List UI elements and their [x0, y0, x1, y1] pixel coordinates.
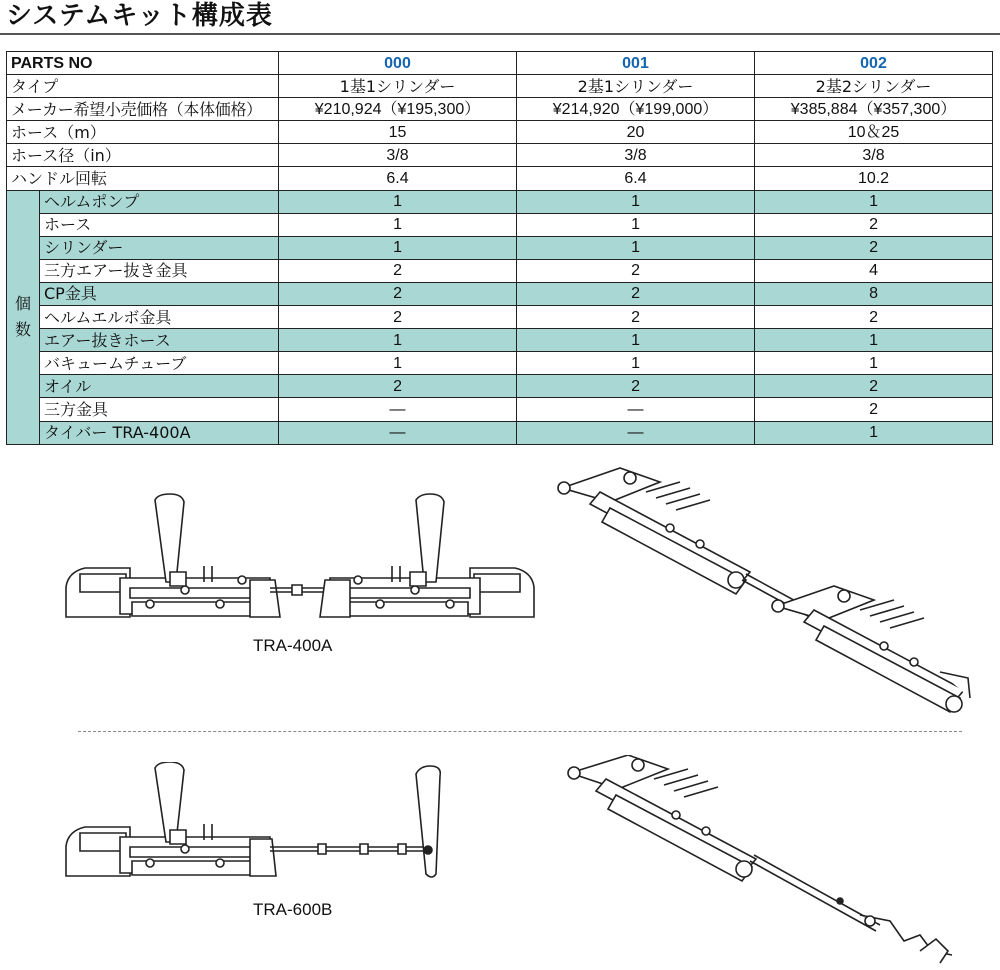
caption-tra-400a: TRA-400A — [253, 636, 333, 655]
table-cell: 1 — [279, 236, 517, 259]
page-title: システムキット構成表 — [6, 1, 273, 31]
table-cell: 2基2シリンダー — [755, 75, 993, 98]
code-002: 002 — [755, 52, 993, 75]
table-row — [7, 259, 993, 282]
table-row — [7, 398, 993, 421]
code-000: 000 — [279, 52, 517, 75]
count-group-label — [7, 190, 40, 444]
table-row — [7, 167, 993, 190]
row-label: タイバー TRA-400A — [40, 421, 279, 444]
table-header-row — [7, 52, 993, 75]
engine-unit — [66, 762, 276, 876]
isometric-twin-cylinder-drawing — [550, 462, 980, 720]
row-label: タイプ — [7, 75, 279, 98]
tiller-bracket — [860, 915, 952, 963]
title-underline — [0, 33, 1000, 35]
table-cell: 1 — [517, 352, 755, 375]
table-cell: 10＆25 — [755, 121, 993, 144]
row-label: ホース径（in） — [7, 144, 279, 167]
row-label: バキュームチューブ — [40, 352, 279, 375]
code-001: 001 — [517, 52, 755, 75]
table-row — [7, 236, 993, 259]
group-char: 個 — [14, 294, 31, 314]
table-row — [7, 306, 993, 329]
table-row — [7, 144, 993, 167]
row-label: シリンダー — [40, 236, 279, 259]
table-row — [7, 190, 993, 213]
row-label: オイル — [40, 375, 279, 398]
table-cell: 1 — [517, 190, 755, 213]
table-cell: — — [279, 398, 517, 421]
table-cell: 3/8 — [279, 144, 517, 167]
row-label: CP金具 — [40, 282, 279, 305]
table-cell: 2 — [517, 259, 755, 282]
table-row — [7, 352, 993, 375]
table-cell: ¥210,924（¥195,300） — [279, 98, 517, 121]
table-cell: 2基1シリンダー — [517, 75, 755, 98]
row-label: メーカー希望小売価格（本体価格） — [7, 98, 279, 121]
table-cell: 1 — [755, 421, 993, 444]
table-cell: 20 — [517, 121, 755, 144]
cylinder-unit-upper — [558, 468, 750, 594]
row-label: ヘルムポンプ — [40, 190, 279, 213]
table-cell: — — [517, 421, 755, 444]
table-cell: ¥214,920（¥199,000） — [517, 98, 755, 121]
isometric-single-cylinder-drawing — [560, 755, 960, 967]
table-cell: 2 — [755, 398, 993, 421]
table-row — [7, 121, 993, 144]
long-tie-bar — [270, 844, 425, 854]
table-cell: 2 — [279, 375, 517, 398]
table-cell: 3/8 — [517, 144, 755, 167]
long-tie-bar-iso — [750, 855, 880, 931]
table-cell: 1 — [517, 329, 755, 352]
cylinder-unit-lower — [772, 586, 970, 712]
table-row — [7, 98, 993, 121]
tiller-arm — [416, 766, 440, 877]
table-cell: 2 — [755, 306, 993, 329]
table-row — [7, 329, 993, 352]
row-label: エアー抜きホース — [40, 329, 279, 352]
table-cell: 1 — [755, 190, 993, 213]
table-cell: 1 — [279, 213, 517, 236]
table-row — [7, 375, 993, 398]
engine-unit-right — [320, 494, 534, 617]
tra-600b-front-drawing — [60, 762, 450, 886]
table-row — [7, 282, 993, 305]
table-cell: 10.2 — [755, 167, 993, 190]
table-cell: 1 — [517, 213, 755, 236]
tra-400a-front-drawing — [60, 492, 540, 627]
table-cell: 1 — [755, 352, 993, 375]
table-cell: ¥385,884（¥357,300） — [755, 98, 993, 121]
table-cell: 1 — [279, 352, 517, 375]
table-cell: 2 — [279, 282, 517, 305]
caption-tra-600b: TRA-600B — [253, 900, 333, 919]
table-cell: 2 — [279, 306, 517, 329]
row-label: 三方金具 — [40, 398, 279, 421]
row-label: ヘルムエルボ金具 — [40, 306, 279, 329]
table-cell: 1 — [279, 190, 517, 213]
table-cell: 1基1シリンダー — [279, 75, 517, 98]
table-cell: 2 — [517, 282, 755, 305]
table-row — [7, 213, 993, 236]
table-cell: 4 — [755, 259, 993, 282]
table-cell: 2 — [755, 236, 993, 259]
table-cell: 1 — [755, 329, 993, 352]
table-cell: 2 — [279, 259, 517, 282]
row-label: 三方エアー抜き金具 — [40, 259, 279, 282]
table-cell: 2 — [755, 213, 993, 236]
table-cell: 2 — [755, 375, 993, 398]
cylinder-unit — [568, 755, 756, 881]
table-row — [7, 421, 993, 444]
group-char: 数 — [14, 320, 31, 340]
system-kit-table — [6, 51, 993, 445]
table-cell: 15 — [279, 121, 517, 144]
parts-no-label: PARTS NO — [7, 52, 279, 75]
engine-unit-left — [66, 494, 280, 617]
table-cell: — — [279, 421, 517, 444]
table-cell: 1 — [279, 329, 517, 352]
table-row — [7, 75, 993, 98]
table-cell: 6.4 — [517, 167, 755, 190]
row-label: ホース — [40, 213, 279, 236]
row-label: ハンドル回転 — [7, 167, 279, 190]
table-cell: 2 — [517, 375, 755, 398]
row-label: ホース（m） — [7, 121, 279, 144]
table-cell: 8 — [755, 282, 993, 305]
table-cell: 2 — [517, 306, 755, 329]
table-cell: — — [517, 398, 755, 421]
table-cell: 3/8 — [755, 144, 993, 167]
table-cell: 6.4 — [279, 167, 517, 190]
section-divider — [78, 731, 962, 732]
table-cell: 1 — [517, 236, 755, 259]
